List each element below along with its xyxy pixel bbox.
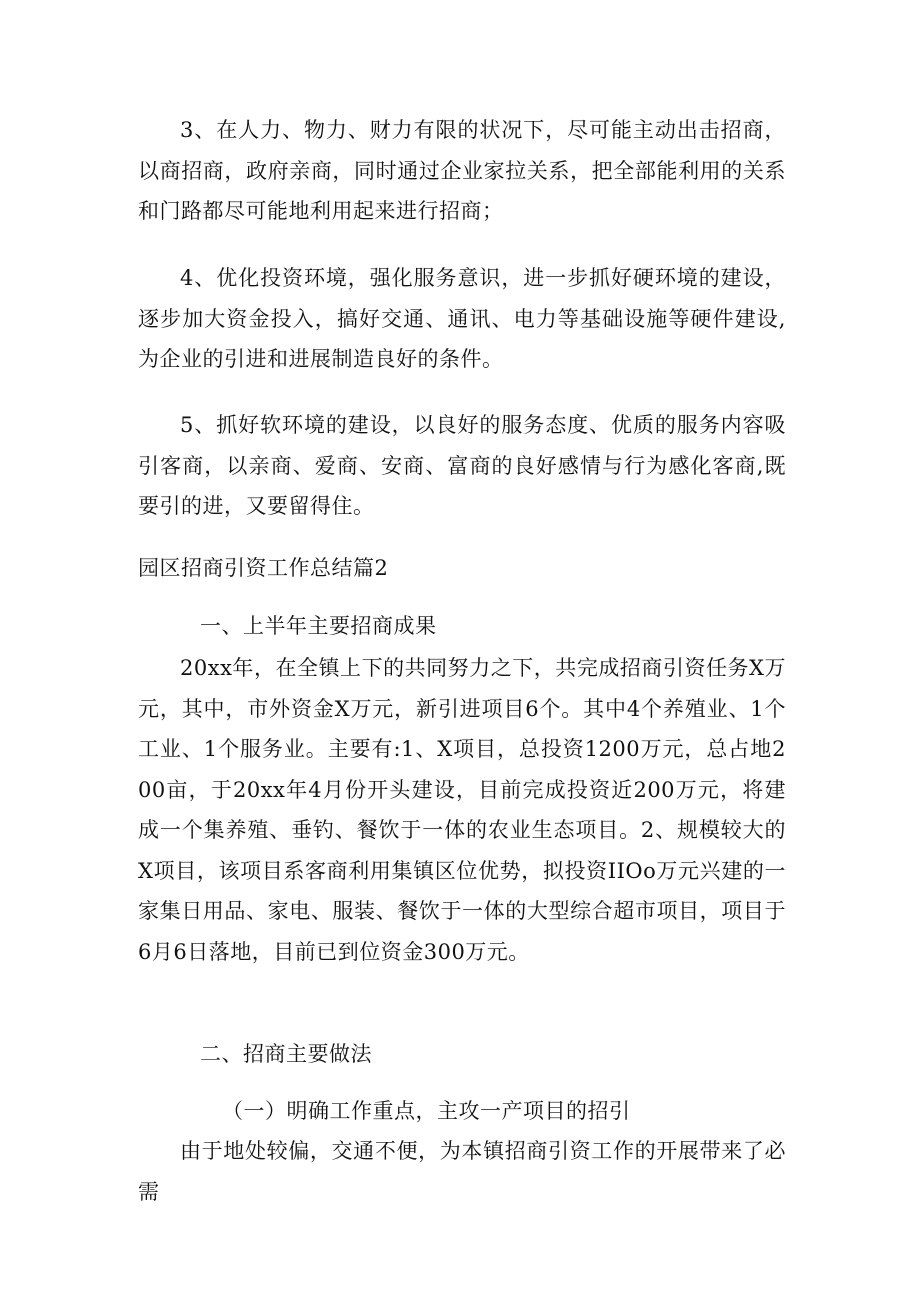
subheading-focus: （一）明确工作重点，主攻一产项目的招引 — [222, 1099, 631, 1123]
heading-methods: 二、招商主要做法 — [200, 1042, 372, 1066]
paragraph-location: 由于地处较偏，交通不便，为本镇招商引资工作的开展带来了必需 — [138, 1139, 786, 1204]
paragraph-item-3: 3、在人力、物力、财力有限的状况下，尽可能主动出击招商，以商招商，政府亲商，同时通过企业家拉关系，把全部能利用的关系和门路都尽可能地利用起来进行招商； — [138, 118, 786, 223]
section-title: 园区招商引资工作总结篇2 — [138, 556, 389, 580]
heading-achievements: 一、上半年主要招商成果 — [200, 614, 437, 638]
paragraph-achievements: 20xx年，在全镇上下的共同努力之下，共完成招商引资任务X万元，其中，市外资金X万元，新引进项目6个。其中4个养殖业、1个工业、1个服务业。主要有:1、X项目，总投资1200万元，总占地200亩，于20xx年4月份开头建设，目前完成投资近200万元，将建成一个集养殖、垂钓、餐饮于一体的农业生态项目。2、规模较大的X项目，该项目系客商利用集镇区位优势，拟投资IIOo万元兴建的一家集日用品、家电、服装、餐饮于一体的大型综合超市项目，项目于6月6日落地，目前已到位资金300万元。 — [138, 656, 786, 964]
paragraph-item-4: 4、优化投资环境，强化服务意识，进一步抓好硬环境的建设，逐步加大资金投入，搞好交通、通讯、电力等基础设施等硬件建设,为企业的引进和进展制造良好的条件。 — [138, 266, 786, 371]
paragraph-item-5: 5、抓好软环境的建设，以良好的服务态度、优质的服务内容吸引客商，以亲商、爱商、安商、富商的良好感情与行为感化客商,既要引的进，又要留得住。 — [138, 413, 786, 518]
